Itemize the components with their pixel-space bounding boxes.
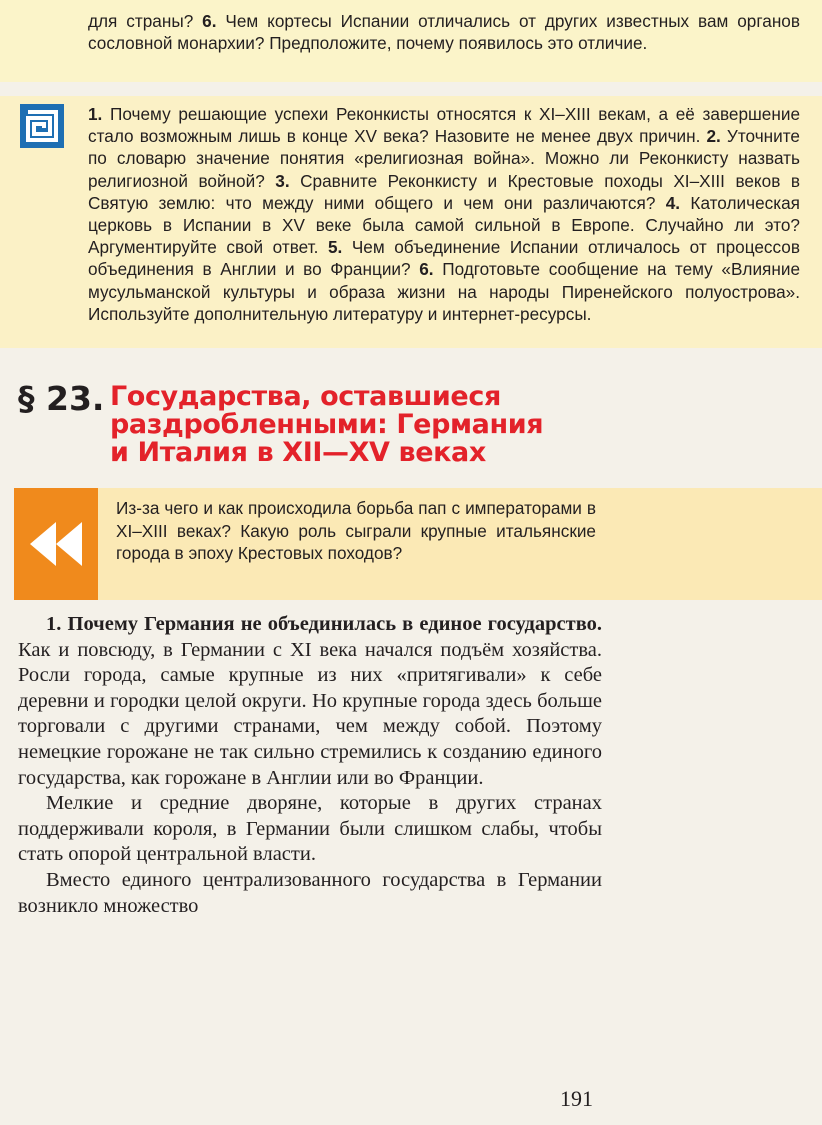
question-text: Сравните Реконкисту и Крестовые походы XI–XIII веков в Святую землю: что между ними общего и чем они различаются?: [88, 170, 800, 213]
question-number: 2.: [706, 126, 721, 147]
question-number: 5.: [327, 237, 343, 258]
previous-questions-text: для страны? 6. Чем кортесы Испании отличались от других известных вам органов сословной монархии? Предположите, почему появилось это отличие.: [88, 11, 800, 53]
question-text: Уточните по словарю значение понятия «религиозная война». Можно ли Реконкисту назвать религиозной войной?: [88, 126, 800, 191]
subsection-heading: 1. Почему Германия не объединилась в единое государство.: [46, 613, 602, 635]
recall-questions: Из-за чего и как происходила борьба пап с императорами в XI–XIII веках? Какую роль сыграли крупные итальянские города в эпоху Крестовых походов?: [116, 498, 596, 563]
section-title: Государства, оставшиеся раздробленными: Германия и Италия в XII—XV веках: [110, 381, 544, 468]
rewind-icon: [14, 488, 98, 600]
paragraph: Вместо единого централизованного государства в Германии возникло множество: [18, 868, 602, 917]
main-text: [18, 612, 602, 919]
previous-questions-box: [0, 0, 822, 82]
question-number: 1.: [88, 104, 103, 124]
question-text: Чем объединение Испании отличалось от процессов объединения в Англии и во Франции?: [88, 237, 800, 280]
question-text: Католическая церковь в Испании в XV веке была самой сильной в Европе. Случайно ли это? Аргументируйте свой ответ.: [88, 192, 800, 258]
questions-list: [88, 103, 800, 325]
question-text: Почему решающие успехи Реконкисты относятся к XI–XIII векам, а её завершение стало возможным лишь в конце XV века? Назовите не менее двух причин.: [88, 104, 800, 147]
section-number: § 23.: [18, 379, 105, 418]
question-number: 6.: [202, 11, 217, 31]
page-number: 191: [560, 1086, 593, 1111]
paragraph: Мелкие и средние дворяне, которые в других странах поддерживали короля, в Германии были слишком слабы, чтобы стать опорой центральной власти.: [18, 792, 602, 866]
question-number: 3.: [275, 170, 290, 191]
question-number: 4.: [665, 192, 681, 213]
question-number: 6.: [419, 259, 434, 280]
question-text: Подготовьте сообщение на тему «Влияние мусульманской культуры и образа жизни на народы Пиренейского полуострова». Используйте дополнительную литературу и интернет-ресурсы.: [88, 259, 801, 324]
paragraph: 1. Почему Германия не объединилась в единое государство. Как и повсюду, в Германии с XI века начался подъём хозяйства. Росли города, самые крупные из них «притягивали» к себе деревни и городки целой округи. Но крупные города здесь больше торговали с другими странами, чем между собой. Поэтому немецкие горожане не так сильно стремились к созданию единого государства, как горожане в Англии или во Франции.: [18, 613, 602, 789]
questions-icon: [20, 104, 64, 148]
